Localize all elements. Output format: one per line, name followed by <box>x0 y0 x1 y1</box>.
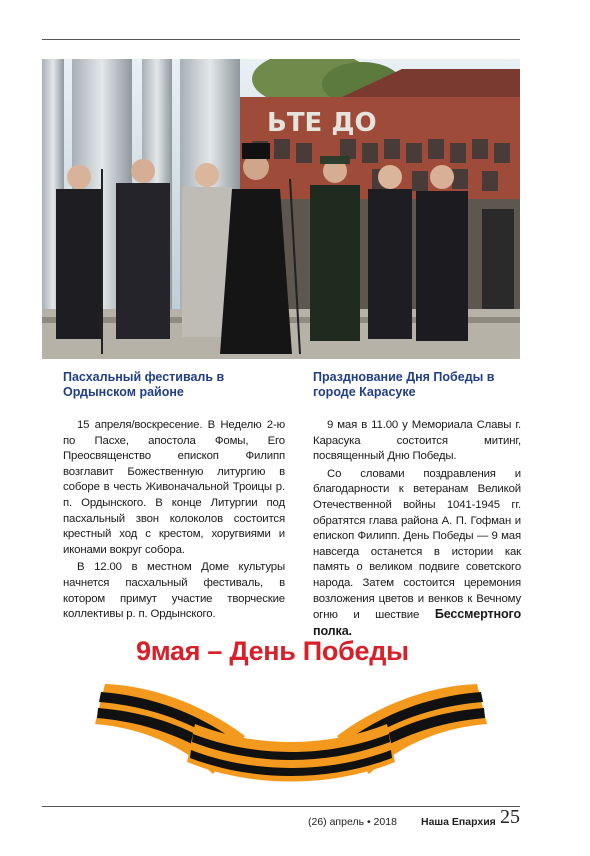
event-photo <box>42 59 520 359</box>
st-george-ribbon-icon <box>95 676 487 790</box>
bottom-rule <box>42 806 520 807</box>
left-article-heading: Пасхальный фестиваль в Ордынском районе <box>63 370 225 399</box>
left-article-paragraph-1: 15 апреля/воскресение. В Неделю 2-ю по Пасхе, апостола Фомы, Его Преосвященство епископ Филипп возглавит Божественную литургию в соборе в честь Живоначальной Троицы р. п. Ордынского. В конце Литургии под пасхальный звон колоколов состоится крестный ход с крестом, хоругвиями и иконами вокруг собора. <box>63 419 285 556</box>
photo-illustration <box>42 59 520 359</box>
left-article <box>63 370 285 623</box>
left-article-paragraph-2: В 12.00 в местном Доме культуры начнется пасхальный фестиваль, в котором примут участие творческие коллективы р. п. Ордынского. <box>63 561 285 621</box>
page-number: 25 <box>500 806 520 828</box>
top-rule <box>42 39 520 40</box>
banner-text: ЬТЕ ДО <box>267 108 377 138</box>
immortal-regiment-text: Бессмертного полка. <box>313 607 521 638</box>
victory-day-title: 9мая – День Победы <box>136 636 409 666</box>
right-article <box>313 370 521 640</box>
right-article-paragraph-1: 9 мая в 11.00 у Мемориала Славы г. Карасука состоится митинг, посвященный Дню Победы. <box>313 419 521 463</box>
footer-issue: (26) апрель • 2018 <box>308 816 397 828</box>
right-article-paragraph-2-text: Со словами поздравления и благодарности к ветеранам Великой Отечественной войны 1041-1945 гг. обратятся глава района А. П. Гофман и епископ Филипп. День Победы — 9 мая навсегда останется в истории как память о великом подвиге советского народа. Затем состоится церемония возложения цветов и венков к Вечному огню и шествие <box>313 467 521 622</box>
right-article-paragraph-2 <box>313 467 521 641</box>
right-article-heading: Празднование Дня Победы в городе Карасуке <box>313 370 495 399</box>
footer-magazine-name: Наша Епархия <box>421 816 496 828</box>
